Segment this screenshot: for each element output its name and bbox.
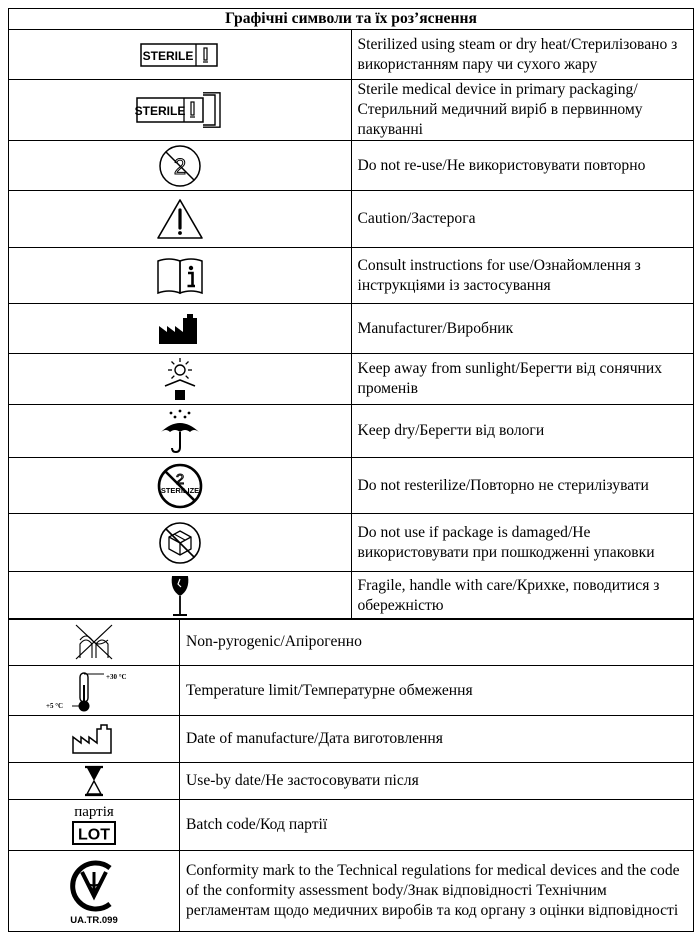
table-row — [9, 763, 694, 800]
symbol-description: Consult instructions for use/Ознайомлення з інструкціями із застосування — [351, 248, 694, 304]
conformity-code: UA.TR.099 — [70, 915, 118, 926]
do-not-reuse-icon — [157, 143, 203, 189]
symbol-description: Conformity mark to the Technical regulations for medical devices and the code of the conformity assessment body/Знак відповідності Технічним регламентам щодо медичних виробів та код органу з оцінки відповідності — [180, 851, 694, 932]
batch-code-icon — [71, 820, 117, 846]
symbol-description: Non-pyrogenic/Апірогенно — [180, 619, 694, 666]
table-row — [9, 514, 694, 572]
table-row — [9, 458, 694, 514]
symbol-description: Sterilized using steam or dry heat/Стерилізовано з використанням пару чи сухого жару — [351, 30, 694, 80]
table-row — [9, 141, 694, 191]
svg-text:STERILE: STERILE — [142, 48, 194, 63]
sterile-steam-icon — [140, 42, 220, 68]
table-row — [9, 851, 694, 932]
svg-text:2: 2 — [175, 470, 184, 488]
symbol-description: Batch code/Код партії — [180, 800, 694, 851]
symbol-description: Do not use if package is damaged/Не використовувати при пошкодженні упаковки — [351, 514, 694, 572]
do-not-resterilize-icon — [156, 462, 204, 510]
table-row — [9, 666, 694, 716]
table-row — [9, 304, 694, 354]
conformity-mark-icon — [64, 856, 124, 916]
table-row — [9, 248, 694, 304]
symbol-description: Keep dry/Берегти від вологи — [351, 405, 694, 458]
do-not-use-if-damaged-icon — [156, 519, 204, 567]
symbols-table-1 — [8, 8, 694, 620]
table-row — [9, 354, 694, 405]
symbol-description: Do not re-use/Не використовувати повторно — [351, 141, 694, 191]
table-row — [9, 572, 694, 620]
symbol-description: Sterile medical device in primary packaging/Стерильний медичний виріб в первинному пакуванні — [351, 80, 694, 141]
table-title: Графічні символи та їх роз’яснення — [9, 9, 694, 30]
batch-code-caption: партія — [74, 804, 114, 820]
symbol-description: Keep away from sunlight/Берегти від сонячних променів — [351, 354, 694, 405]
date-of-manufacture-icon — [71, 723, 117, 755]
svg-text:STERILIZE: STERILIZE — [160, 485, 199, 495]
symbol-description: Do not resterilize/Повторно не стерилізувати — [351, 458, 694, 514]
table-row — [9, 619, 694, 666]
svg-text:2: 2 — [173, 153, 186, 179]
svg-text:STERILE: STERILE — [134, 104, 186, 118]
table-row — [9, 405, 694, 458]
temperature-limit-icon — [44, 668, 144, 714]
caution-icon — [155, 197, 205, 241]
sterile-primary-packaging-icon — [135, 92, 225, 128]
symbol-description: Manufacturer/Виробник — [351, 304, 694, 354]
keep-dry-icon — [157, 408, 203, 454]
table-row — [9, 191, 694, 248]
symbol-description: Temperature limit/Температурне обмеження — [180, 666, 694, 716]
symbol-description: Date of manufacture/Дата виготовлення — [180, 716, 694, 763]
table-row — [9, 716, 694, 763]
symbol-description: Fragile, handle with care/Крихке, поводитися з обережністю — [351, 572, 694, 620]
fragile-icon — [160, 574, 200, 618]
use-by-date-icon — [81, 765, 107, 797]
symbol-description: Use-by date/Не застосовувати після — [180, 763, 694, 800]
table-row — [9, 80, 694, 141]
table-row — [9, 30, 694, 80]
symbols-table-2 — [8, 618, 694, 932]
svg-text:LOT: LOT — [78, 826, 110, 844]
keep-away-from-sunlight-icon — [157, 356, 203, 402]
symbol-description: Caution/Застерога — [351, 191, 694, 248]
svg-text:+5 °C: +5 °C — [46, 701, 64, 710]
table-row — [9, 800, 694, 851]
manufacturer-icon — [157, 312, 203, 346]
consult-instructions-icon — [155, 256, 205, 296]
non-pyrogenic-icon — [72, 622, 116, 662]
svg-text:+30 °C: +30 °C — [106, 672, 127, 681]
